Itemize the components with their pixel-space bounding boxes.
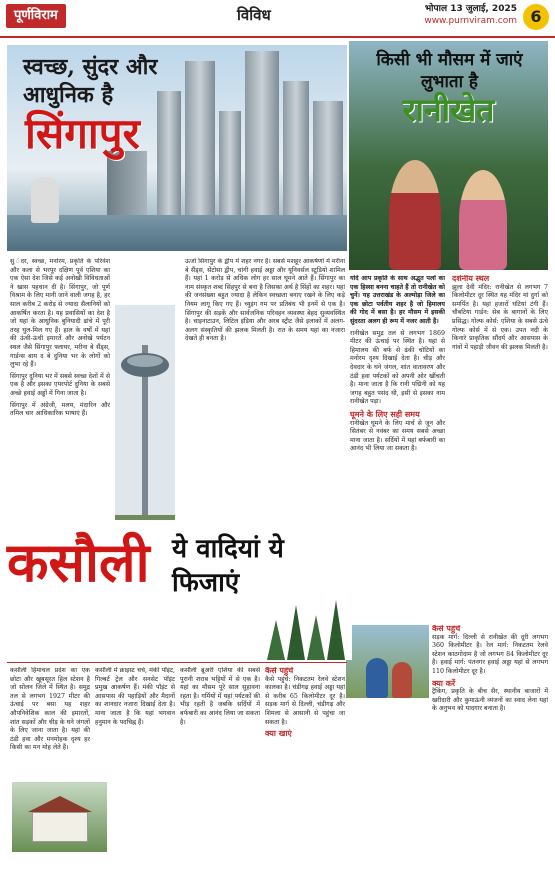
- date-text: भोपाल 13 जुलाई, 2025: [424, 4, 517, 14]
- section-title: विविध: [237, 6, 271, 24]
- singapore-bullet: सिंगापुर में अंग्रेजी, मलय, मंदारिन और तमिल चार आधिकारिक भाषाएं हैं।: [10, 401, 110, 418]
- ranikhet-subhead: कैसे पहुंचें: [432, 625, 461, 633]
- singapore-tagline: स्वच्छ, सुंदर और आधुनिक है: [23, 54, 158, 108]
- pine-tree: [307, 615, 325, 660]
- page-header: [0, 0, 555, 38]
- merlion-statue: [31, 177, 59, 223]
- kasauli-body-4: कैसे पहुंचे: निकटतम रेलवे स्टेशन कालका है। चंडीगढ़ हवाई अड्डा यहां से करीब 65 किलोमीटर दूर है। सड़क मार्ग से दिल्ली, चंडीगढ़ और शिमला से आसानी से पहुंचा जा सकता है।: [265, 675, 345, 726]
- building: [107, 151, 147, 221]
- ranikhet-photo-2: [346, 625, 429, 698]
- ranikhet-intro: यदि आप प्रकृति के साथ अद्भुत पलों का एक हिस्सा बनना चाहते हैं तो रानीखेत को चुनें। यह उत्तराखंड के अल्मोड़ा जिले का एक छोटा पर्वतीय शहर है जो हिमालय की गोद में बसा है। हर मौसम में इसकी सुंदरता अलग ही रूप में नजर आती है।: [350, 275, 445, 325]
- ranikhet-subhead: घूमने के लिए सही समय: [350, 409, 420, 419]
- divider: [7, 662, 347, 663]
- kasauli-col2: [95, 667, 175, 857]
- building: [219, 111, 241, 221]
- kasauli-subtitle: ये वादियां ये फिजाएं: [172, 534, 284, 598]
- kasauli-body-2: कसौली में क्राइस्ट चर्च, मंकी पॉइंट, गिल्बर्ट ट्रेल और सनसेट पॉइंट प्रमुख आकर्षण हैं। मंकी पॉइंट से आसपास की पहाड़ियों और मैदानों का शानदार नजारा दिखाई देता है। माना जाता है कि यहां भगवान हनुमान के पदचिह्न हैं।: [95, 667, 175, 726]
- building: [157, 91, 181, 221]
- singapore-col2: [185, 258, 345, 458]
- ranikhet-subhead: दर्शनीय स्थल: [452, 275, 490, 283]
- ranikhet-col1: [350, 275, 445, 620]
- singapore-body: सु ंदर, स्वच्छ, मनोरम, प्रकृति के परिवेश और कला से भरपूर दक्षिण पूर्व एशिया का एक ऐसा देश जिसे कई अनोखी विविधताओं ने खास पहचान दी है। सिंगापुर, जो पूर्ण विश्राम के लिए मानी जाने वाली जगह है, हर साल करीब 2 करोड़ से ज्यादा सैलानियों को आकर्षित करता है। यह प्रवासियों का देश है जो यहां के आधुनिक बुनियादी ढांचे में पूरी तरह घुल-मिल गए हैं। हाल के वर्षों में यहां की ऊंची-ऊंची इमारतें और अनोखे पर्यटन स्थल जैसे सिंगापुर फ्लायर, मरीना बे सैंड्स, गार्डन्स बाय द बे दुनिया भर के लोगों को लुभा रहे हैं।: [10, 258, 110, 369]
- observation-tower-photo: [115, 305, 175, 555]
- kasauli-title: कसौली: [7, 530, 150, 594]
- page-number: 6: [523, 4, 549, 30]
- kasauli-col4: [265, 667, 345, 857]
- kasauli-body: कसौली हिमाचल प्रदेश का एक छोटा और खूबसूरत हिल स्टेशन है जो सोलन जिले में स्थित है। समुद्र तल से लगभग 1927 मीटर की ऊंचाई पर बसा यह शहर औपनिवेशिक काल की इमारतों, शांत सड़कों और चीड़ के घने जंगलों के लिए जाना जाता है। यहां की ठंडी हवा और मनमोहक दृश्य हर किसी का मन मोह लेते हैं।: [10, 667, 90, 752]
- ranikhet-places: झूला देवी मंदिर: रानीखेत से लगभग 7 किलोमीटर दूर स्थित यह मंदिर मां दुर्गा को समर्पित है। यहां हजारों घंटियां टंगी हैं। चौबटिया गार्डन: सेब के बागानों के लिए प्रसिद्ध। गोल्फ कोर्स: एशिया के सबसे ऊंचे गोल्फ कोर्स में से एक। उपत नदी के किनारे प्राकृतिक सौंदर्य और आसपास के गांवों में पहाड़ी जीवन की झलक मिलती है।: [452, 283, 548, 351]
- ranikhet-title: रानीखेत: [402, 91, 495, 129]
- brand-label: पूर्णविराम: [6, 4, 66, 28]
- tourist-figure: [459, 170, 507, 270]
- kasauli-subhead: कैसे पहुंचे: [265, 667, 294, 675]
- ranikhet-tagline: किसी भी मौसम में जाएं लुभाता है: [376, 50, 523, 92]
- dateline: [424, 3, 517, 27]
- building: [283, 81, 309, 221]
- ranikhet-col3: [432, 625, 548, 860]
- building: [313, 101, 343, 221]
- kasauli-photo: [12, 782, 107, 852]
- tourist-figure: [389, 160, 441, 270]
- building: [245, 51, 279, 221]
- pine-tree: [327, 600, 345, 660]
- singapore-title: सिंगापुर: [25, 109, 140, 158]
- kasauli-banner: [7, 520, 352, 660]
- singapore-bullet: सिंगापुर दुनिया भर में सबसे स्वच्छ देशों में से एक है और इसका एयरपोर्ट दुनिया के सबसे अच्छे हवाई अड्डों में गिना जाता है।: [10, 372, 110, 397]
- ranikhet-subhead: क्या करें: [432, 678, 456, 688]
- pine-tree: [287, 605, 305, 660]
- ranikhet-col2: [452, 275, 548, 620]
- ranikhet-photo: [349, 41, 548, 270]
- singapore-body-2: ऊर्जा सिंगापुर के द्वीप में शहर नगर है। सबसे मशहूर आकर्षणों में मरीना बे सैंड्स, सेंटोसा द्वीप, चांगी हवाई अड्डा और यूनिवर्सल स्टूडियो शामिल हैं। यहां 1 करोड़ से अधिक लोग हर साल घूमने आते हैं। सिंगापुर का नाम संस्कृत शब्द सिंहपुर से बना है जिसका अर्थ है सिंहों का शहर। यहां की जनसंख्या बहुत ज्यादा है लेकिन स्वच्छता बनाए रखने के लिए कड़े नियम लागू किए गए हैं। च्युइंग गम पर प्रतिबंध भी इनमें से एक है। सिंगापुर की सड़कें और सार्वजनिक परिवहन व्यवस्था बेहद सुव्यवस्थित है। चाइनाटाउन, लिटिल इंडिया और अरब स्ट्रीट जैसे इलाकों में अलग-अलग संस्कृतियों की झलक मिलती है। रात के समय यहां का नजारा देखते ही बनता है।: [185, 258, 345, 343]
- site-url: www.purnviram.com: [424, 16, 517, 26]
- building: [185, 61, 215, 221]
- kasauli-body-3: कसौली ब्रूअरी एशिया की सबसे पुरानी शराब भट्टियों में से एक है। यहां का मौसम पूरे साल सुहावना रहता है। गर्मियों में यहां पर्यटकों की भीड़ रहती है जबकि सर्दियों में बर्फबारी का आनंद लिया जा सकता है।: [180, 667, 260, 726]
- ranikhet-todo: ट्रैकिंग, प्रकृति के बीच सैर, स्थानीय बाजारों में खरीदारी और कुमाऊंनी व्यंजनों का स्वाद लेना यहां के अनुभव को यादगार बनाता है।: [432, 688, 548, 713]
- ranikhet-body: रानीखेत समुद्र तल से लगभग 1869 मीटर की ऊंचाई पर स्थित है। यहां से हिमालय की बर्फ से ढंकी चोटियों का मनोरम दृश्य दिखाई देता है। चीड़ और देवदार के घने जंगल, शांत वातावरण और ठंडी हवा पर्यटकों को अपनी ओर खींचती है। माना जाता है कि रानी पद्मिनी को यह जगह बहुत पसंद थी, इसी से इसका नाम रानीखेत पड़ा।: [350, 329, 445, 406]
- kasauli-col1: [10, 667, 90, 779]
- kasauli-col3: [180, 667, 260, 857]
- singapore-col1: [10, 258, 110, 508]
- pine-tree: [267, 620, 285, 660]
- kasauli-subhead: क्या खाएं: [265, 729, 292, 739]
- ranikhet-reach: सड़क मार्ग: दिल्ली से रानीखेत की दूरी लगभग 360 किलोमीटर है। रेल मार्ग: निकटतम रेलवे स्टेशन काठगोदाम है जो लगभग 84 किलोमीटर दूर है। हवाई मार्ग: पंतनगर हवाई अड्डा यहां से लगभग 110 किलोमीटर दूर है।: [432, 633, 548, 675]
- singapore-photo: [7, 45, 347, 251]
- ranikhet-season: रानीखेत घूमने के लिए मार्च से जून और सितंबर से नवंबर का समय सबसे अच्छा माना जाता है। सर्दियों में यहां बर्फबारी का आनंद भी लिया जा सकता है।: [350, 419, 445, 453]
